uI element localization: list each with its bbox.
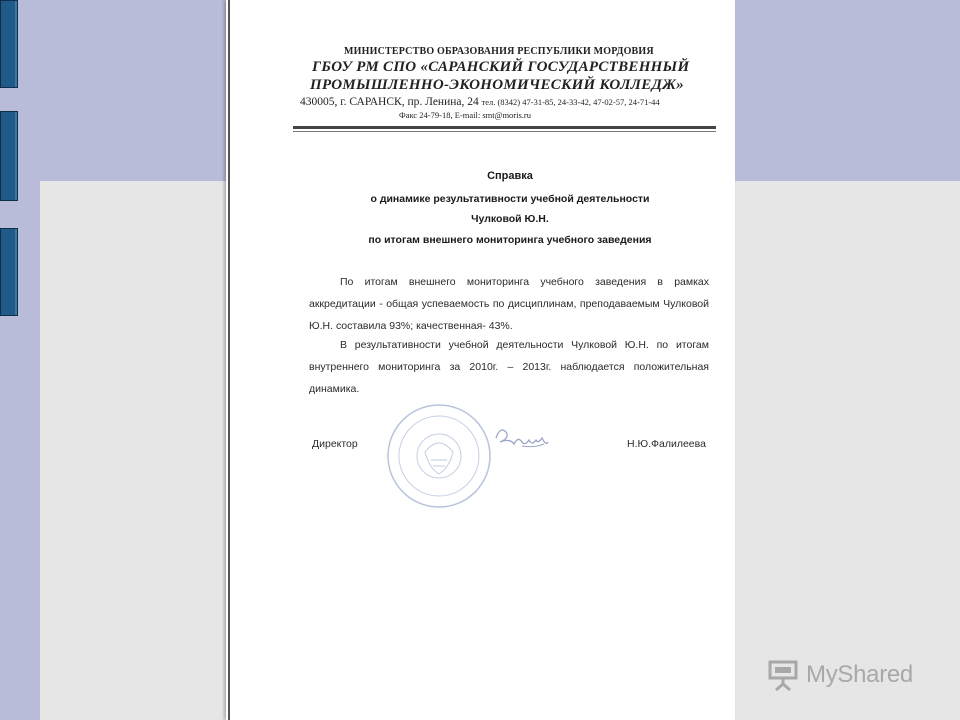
letterhead-ministry: МИНИСТЕРСТВО ОБРАЗОВАНИЯ РЕСПУБЛИКИ МОРДОВИЯ [344,46,654,57]
document-subject: о динамике результативности учебной деятельности [370,193,650,205]
signatory-title: Директор [312,438,358,450]
document-heading: Справка [487,170,533,182]
letterhead-rule-thick [293,126,716,129]
official-stamp-icon [385,402,493,510]
signatory-name: Н.Ю.Фалилеева [627,438,706,450]
document-basis: по итогам внешнего мониторинга учебного заведения [368,234,652,246]
side-tab-1 [0,0,18,88]
document-page-edge [228,0,230,720]
letterhead-rule-thin [293,131,716,132]
letterhead-org-line-1: ГБОУ РМ СПО «САРАНСКИЙ ГОСУДАРСТВЕННЫЙ [312,59,690,75]
watermark [766,657,913,693]
slide-left-strip [0,0,40,720]
watermark-text: MyShared [806,661,913,688]
presentation-board-icon [766,658,800,692]
letterhead-fax-email: Факс 24-79-18, E-mail: smt@moris.ru [399,110,532,120]
side-tab-2 [0,111,18,201]
side-tab-3 [0,228,18,316]
document-person: Чулковой Ю.Н. [471,213,549,225]
letterhead-address-line [300,96,660,108]
letterhead-address: 430005, г. САРАНСК, пр. Ленина, 24 [300,96,479,108]
body-paragraph-2: В результативности учебной деятельности Чулковой Ю.Н. по итогам внутреннего мониторинга за 2010г. – 2013г. наблюдается положительная динамика. [309,339,709,395]
letterhead-org-line-2: ПРОМЫШЛЕННО-ЭКОНОМИЧЕСКИЙ КОЛЛЕДЖ» [310,77,684,93]
handwritten-signature-icon [492,420,556,456]
body-paragraph-1: По итогам внешнего мониторинга учебного заведения в рамках аккредитации - общая успеваемость по дисциплинам, преподаваемым Чулковой Ю.Н. составила 93%; качественная- 43%. [309,276,709,332]
letterhead-phones: тел. (8342) 47-31-85, 24-33-42, 47-02-57, 24-71-44 [481,97,660,107]
